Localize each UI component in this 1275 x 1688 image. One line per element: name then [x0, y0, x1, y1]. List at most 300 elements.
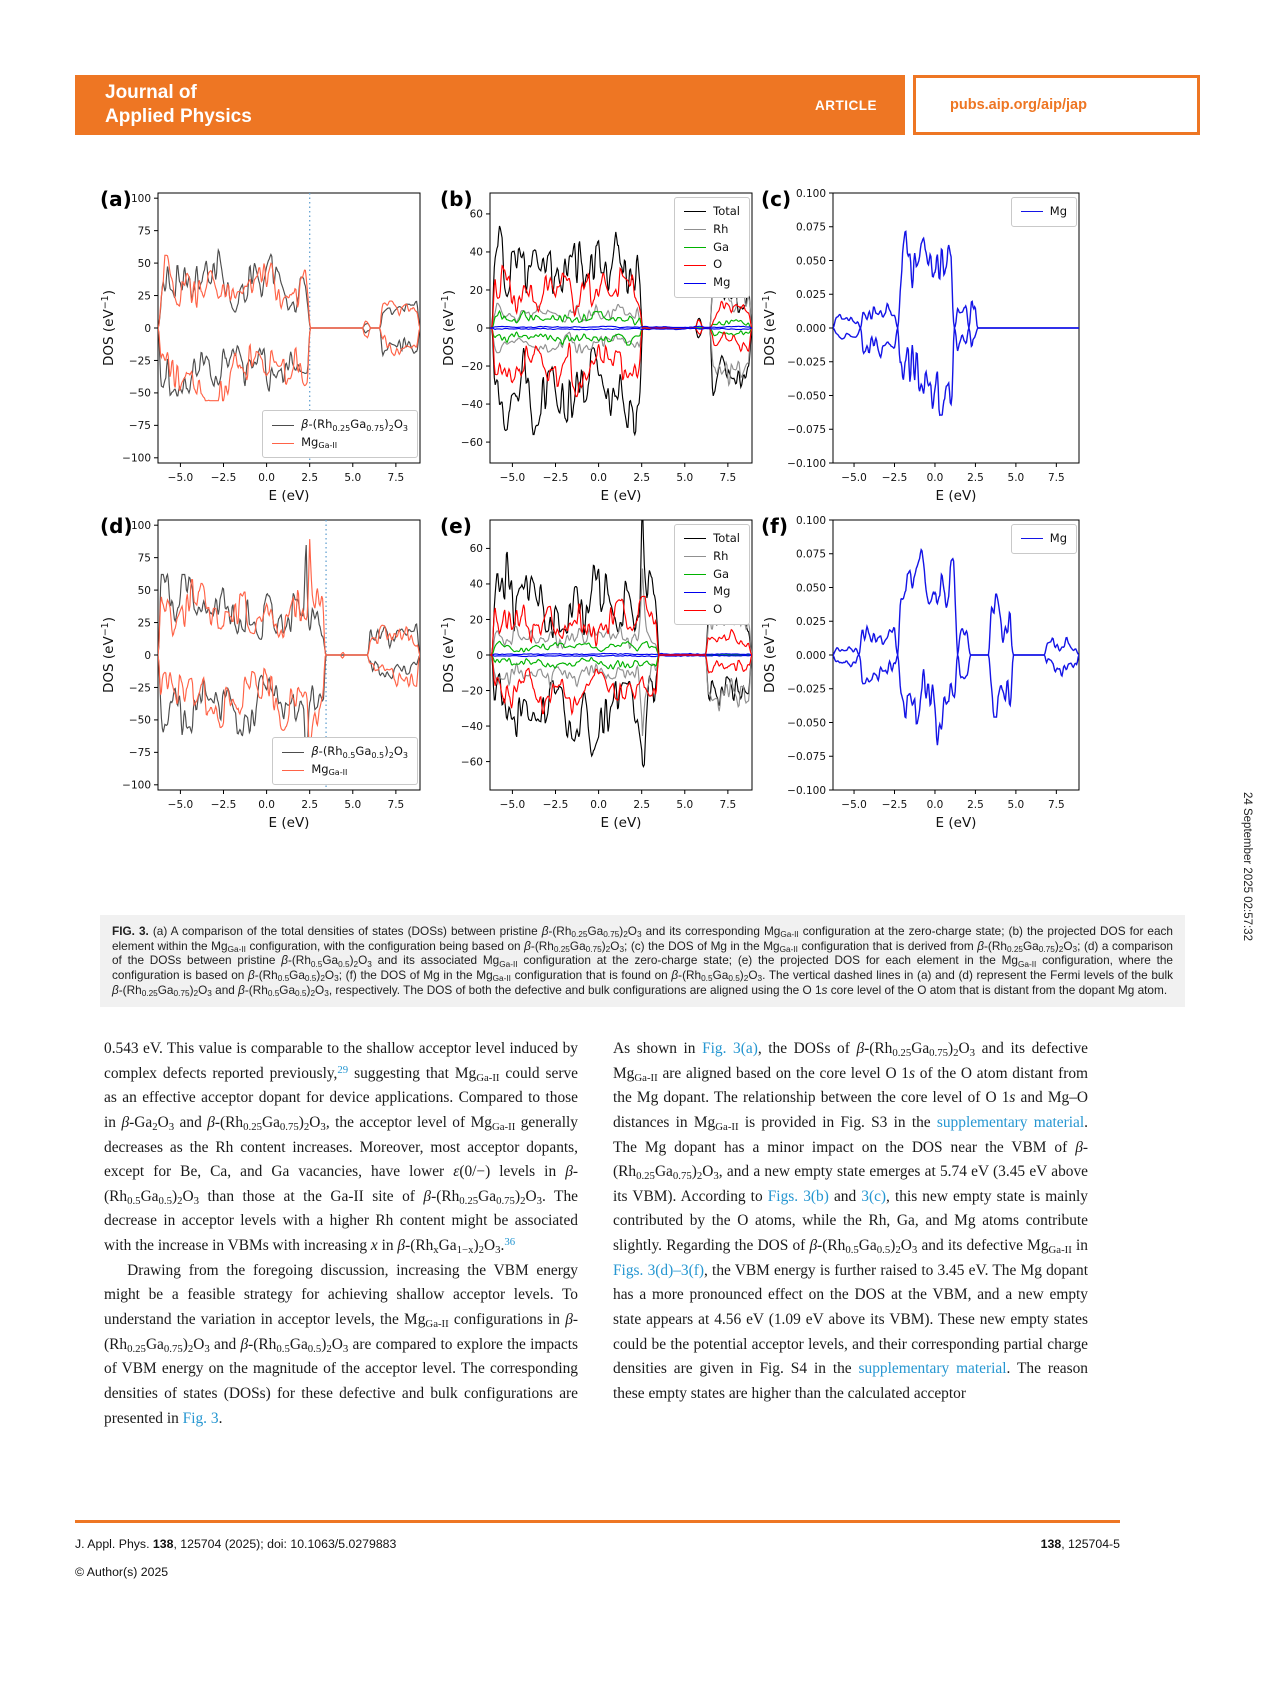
panel-a — [100, 185, 426, 516]
left-column — [104, 1037, 578, 1431]
styled-text: Ga-II — [780, 930, 799, 940]
styled-text: 0.5 — [277, 974, 290, 984]
page-footer — [75, 1520, 1120, 1579]
legend-line-swatch — [684, 229, 706, 230]
legend-line-swatch — [272, 425, 294, 426]
y-tick-label: −20 — [460, 360, 483, 373]
styled-text: 2 — [303, 1120, 310, 1133]
legend-entry — [272, 416, 408, 434]
x-tick-label: 2.5 — [967, 472, 984, 484]
styled-text: 3 — [757, 974, 763, 984]
styled-text: β — [565, 1163, 573, 1181]
styled-text: 0.75 — [279, 1120, 299, 1133]
styled-text: 0.5 — [267, 988, 280, 998]
x-tick-label: 7.5 — [387, 472, 405, 484]
styled-text: Ga-II — [491, 1120, 516, 1133]
legend-line-swatch — [684, 592, 706, 593]
x-axis-label: E (eV) — [600, 815, 642, 831]
legend-label: Total — [713, 531, 740, 545]
styled-text: 2 — [743, 974, 749, 984]
styled-text: 2 — [353, 959, 359, 969]
footer-copyright: © Author(s) 2025 — [75, 1565, 169, 1579]
x-axis-label: E (eV) — [935, 815, 977, 831]
paragraph: As shown in Fig. 3(a), the DOSs of β-(Rh0.25Ga0.75)2O3 and its defective MgGa-II are aligned based on the core level O 1s of the O atom distant from the Mg dopant. The relationship between the core level of O 1s and Mg–O distances in MgGa-II is provided in Fig. S3 in the supplementary material. The Mg dopant has a minor impact on the DOS near the VBM of β-(Rh0.25Ga0.75)2O3, and a new empty state emerges at 5.74 eV (3.45 eV above its VBM). According to Figs. 3(b) and 3(c), this new empty state is mainly contributed by the O atoms, while the Rh, Ga, and Mg atoms contribute slightly. Regarding the DOS of β-(Rh0.5Ga0.5)2O3 and its defective MgGa-II in Figs. 3(d)–3(f), the VBM energy is further raised to 3.45 eV. The Mg dopant has a more pronounced effect on the DOS at the VBM, and a new empty state appears at 4.56 eV (1.09 eV above its VBM). These new empty states could be the potential acceptor levels, and their corresponding partial charge densities are given in Fig. S4 in the supplementary material. The reason these empty states are higher than the calculated acceptor — [613, 1040, 1089, 1402]
styled-text: 2 — [388, 750, 394, 760]
x-axis-label: E (eV) — [268, 488, 310, 504]
x-tick-label: −5.0 — [167, 799, 194, 811]
styled-text: β — [977, 938, 984, 953]
text-link[interactable]: Figs. 3(b) — [767, 1187, 829, 1205]
y-tick-label: 75 — [137, 225, 151, 238]
y-tick-label: 0.025 — [795, 616, 826, 629]
legend-label: β-(Rh0.5Ga0.5)2O3 — [311, 744, 408, 760]
styled-text: Ga-II — [328, 768, 348, 778]
styled-text: β — [856, 1040, 865, 1057]
legend-entry — [1021, 203, 1067, 221]
y-tick-label: −0.100 — [787, 784, 826, 797]
legend-label: β-(Rh0.25Ga0.75)2O3 — [301, 417, 408, 433]
styled-text: Ga-II — [425, 1318, 449, 1331]
text-link[interactable]: Fig. 3 — [182, 1409, 219, 1427]
panel-c-legend — [1011, 197, 1077, 227]
styled-text: 3 — [342, 1342, 349, 1355]
legend-label: Ga — [713, 239, 730, 254]
styled-text: 2 — [187, 1342, 194, 1355]
x-tick-label: 5.0 — [1007, 472, 1025, 484]
y-tick-label: 100 — [130, 519, 151, 532]
y-tick-label: −0.075 — [787, 424, 826, 437]
y-tick-label: −25 — [128, 682, 151, 695]
styled-text: 0.5 — [876, 1244, 891, 1257]
y-tick-label: 0 — [476, 649, 483, 662]
panel-b-label: (b) — [440, 187, 473, 211]
styled-text: 0.5 — [310, 959, 323, 969]
body-text — [104, 1037, 1088, 1431]
styled-text: 0.75 — [603, 930, 620, 940]
styled-text: 2 — [320, 974, 325, 984]
legend-line-swatch — [1021, 211, 1043, 212]
panel-c — [761, 185, 1085, 516]
x-tick-label: −2.5 — [881, 472, 908, 484]
y-tick-label: 0.075 — [795, 221, 826, 234]
y-tick-label: 0.000 — [795, 322, 826, 335]
styled-text: 2 — [193, 988, 199, 998]
styled-text: 0.5 — [158, 1194, 172, 1207]
styled-text: β — [311, 744, 319, 759]
styled-text: β — [1075, 1138, 1083, 1156]
panel-d-chart — [100, 512, 426, 838]
y-axis-label: DOS $(eV^{-1})$ — [440, 290, 457, 366]
styled-text: β — [240, 1335, 249, 1353]
y-tick-label: 25 — [137, 290, 151, 303]
y-tick-label: 0 — [144, 649, 151, 662]
styled-text: ε — [453, 1163, 460, 1181]
styled-text: 3 — [324, 988, 329, 998]
text-link[interactable]: Fig. 3(a) — [702, 1040, 758, 1057]
styled-text: β — [207, 1113, 215, 1131]
journal-site-box — [913, 75, 1200, 135]
styled-text: 2 — [177, 1194, 183, 1207]
styled-text: 2 — [478, 1244, 484, 1257]
styled-text: 138 — [152, 1537, 174, 1551]
footer-page-number: 138, 125704-5 — [1040, 1537, 1120, 1551]
footer-citation-row — [75, 1537, 1120, 1551]
styled-text: β — [121, 1113, 130, 1131]
x-tick-label: 5.0 — [344, 472, 362, 484]
legend-entry — [684, 203, 740, 221]
x-tick-label: 0.0 — [590, 799, 607, 811]
panel-d — [100, 512, 426, 843]
styled-text: β — [423, 1187, 432, 1205]
legend-entry — [684, 530, 740, 548]
styled-text: 0.5 — [295, 988, 307, 998]
x-tick-label: −2.5 — [542, 799, 569, 811]
y-tick-label: −50 — [128, 387, 151, 400]
y-tick-label: 60 — [469, 543, 483, 556]
styled-text: 0.25 — [571, 930, 588, 940]
x-tick-label: 7.5 — [1047, 472, 1065, 484]
styled-text: 2 — [696, 1170, 703, 1183]
y-tick-label: 0.100 — [795, 514, 826, 527]
styled-text: 3 — [204, 1342, 210, 1355]
styled-text: 3 — [911, 1244, 918, 1257]
figure-3 — [100, 185, 1185, 1007]
styled-text: 0.5 — [338, 959, 350, 969]
text-link[interactable]: supplementary material — [858, 1360, 1007, 1378]
x-tick-label: 7.5 — [387, 799, 405, 811]
styled-text: 0.5 — [127, 1194, 141, 1207]
styled-text: 3 — [536, 1194, 542, 1207]
styled-text: β — [281, 953, 288, 968]
styled-text: 2 — [326, 1342, 332, 1355]
x-tick-label: −5.0 — [841, 799, 867, 811]
y-tick-label: 0.100 — [795, 187, 826, 200]
styled-text: 2 — [605, 944, 611, 954]
y-axis-label: DOS $(eV^{-1})$ — [440, 617, 457, 693]
y-tick-label: −75 — [128, 747, 151, 760]
panel-e-label: (e) — [440, 514, 472, 538]
x-axis-label: E (eV) — [935, 488, 977, 504]
y-tick-label: 40 — [469, 578, 483, 591]
styled-text: Ga-II — [715, 1120, 739, 1133]
styled-text: Ga-II — [476, 1071, 500, 1084]
x-tick-label: 2.5 — [633, 472, 651, 484]
x-tick-label: 0.0 — [926, 472, 944, 484]
y-tick-label: −0.050 — [787, 717, 826, 730]
styled-text: 2 — [953, 1047, 959, 1060]
styled-text: s — [821, 982, 828, 997]
legend-label: Mg — [713, 584, 731, 599]
x-tick-label: −2.5 — [542, 472, 569, 484]
legend-label: O — [713, 257, 723, 272]
x-tick-label: 0.0 — [590, 472, 607, 484]
x-tick-label: 5.0 — [1007, 799, 1025, 811]
styled-text: 2 — [520, 1194, 526, 1207]
styled-text: 0.25 — [332, 423, 351, 433]
styled-text: 3 — [1072, 944, 1078, 954]
styled-text: Ga-II — [779, 944, 798, 954]
styled-text: 0.5 — [307, 1342, 322, 1355]
styled-text: 3 — [402, 750, 408, 760]
legend-label: Mg — [713, 275, 731, 290]
legend-line-swatch — [684, 556, 706, 557]
styled-text: Ga-II — [227, 944, 246, 954]
x-tick-label: −5.0 — [499, 472, 526, 484]
legend-line-swatch — [282, 752, 304, 753]
x-axis-label: E (eV) — [268, 815, 310, 831]
legend-line-swatch — [684, 211, 706, 212]
x-tick-label: 0.0 — [258, 472, 275, 484]
styled-text: 0.5 — [276, 1342, 290, 1355]
y-tick-label: −20 — [460, 685, 483, 698]
styled-text: Ga-II — [1017, 959, 1037, 969]
y-tick-label: 0.075 — [795, 548, 826, 561]
styled-text: x — [370, 1237, 378, 1255]
legend-entry — [1021, 530, 1067, 548]
ref-link[interactable]: 36 — [504, 1236, 516, 1249]
y-tick-label: −0.075 — [787, 751, 826, 764]
legend-label: MgGa-II — [311, 762, 348, 778]
legend-entry — [684, 221, 740, 239]
styled-text: Ga-II — [318, 441, 338, 451]
x-tick-label: 5.0 — [344, 799, 362, 811]
styled-text: 3 — [495, 1244, 501, 1257]
panel-a-chart — [100, 185, 426, 511]
x-tick-label: 2.5 — [967, 799, 984, 811]
panel-c-label: (c) — [761, 187, 792, 211]
y-tick-label: 20 — [469, 284, 483, 297]
download-timestamp: 24 September 2025 02:57:32 — [1241, 792, 1253, 941]
panel-f-label: (f) — [761, 514, 788, 538]
y-tick-label: −60 — [460, 436, 483, 449]
paragraph: 0.543 eV. This value is comparable to the shallow acceptor level induced by complex defects reported previously,$^{29}$ suggesting that MgGa-II could serve as an effective acceptor dopant for device applications. Compared to those in β-Ga2O3 and β-(Rh0.25Ga0.75)2O3, the acceptor level of MgGa-II generally decreases as the Rh content increases. Moreover, most acceptor dopants, except for Be, Ca, and Ga vacancies, have lower ε(0/−) levels in β-(Rh0.5Ga0.5)2O3 than those at the Ga-II site of β-(Rh0.25Ga0.75)2O3. The decrease in acceptor levels with a higher Rh content might be associated with the increase in VBMs with increasing x in β-(RhxGa1−x)2O3.36 — [104, 1040, 578, 1257]
x-tick-label: −5.0 — [499, 799, 526, 811]
styled-text: 0.75 — [672, 1170, 692, 1183]
y-axis-label: DOS $(eV^{-1})$ — [761, 290, 778, 366]
legend-line-swatch — [684, 538, 706, 539]
styled-text: 2 — [1058, 944, 1064, 954]
styled-text: 3 — [619, 944, 625, 954]
styled-text: 2 — [388, 423, 394, 433]
x-tick-label: 7.5 — [719, 472, 737, 484]
x-tick-label: 2.5 — [633, 799, 651, 811]
x-tick-label: 2.5 — [301, 799, 319, 811]
styled-text: β — [301, 417, 309, 432]
y-tick-label: 0.000 — [795, 649, 826, 662]
styled-text: 3 — [969, 1047, 976, 1060]
legend-line-swatch — [684, 265, 706, 266]
figure-caption-label: FIG. 3. — [112, 924, 149, 938]
panel-b — [440, 185, 758, 516]
styled-text: 0.25 — [892, 1047, 912, 1060]
page-header — [75, 75, 1200, 135]
styled-text: 0.25 — [553, 944, 570, 954]
styled-text: s — [909, 1064, 916, 1082]
styled-text: 3 — [367, 959, 372, 969]
styled-text: 0.5 — [701, 974, 713, 984]
styled-text: 0.75 — [496, 1194, 515, 1207]
article-label: ARTICLE — [815, 97, 877, 113]
legend-entry — [272, 434, 408, 452]
legend-line-swatch — [282, 770, 304, 771]
paragraph: Drawing from the foregoing discussion, increasing the VBM energy might be a feasible strategy for achieving shallow acceptor levels. To understand the variation in acceptor levels, the MgGa-II configurations in β-(Rh0.25Ga0.75)2O3 and β-(Rh0.5Ga0.5)2O3 are compared to explore the impacts of VBM energy on the magnitude of the acceptor level. The corresponding densities of states (DOSs) for these defective and bulk configurations are presented in Fig. 3. — [104, 1261, 579, 1427]
y-tick-label: −75 — [128, 420, 151, 433]
y-tick-label: −50 — [128, 714, 151, 727]
x-tick-label: 7.5 — [719, 799, 737, 811]
ref-link[interactable]: 29 — [337, 1063, 349, 1076]
styled-text: 1−x — [456, 1244, 474, 1257]
y-axis-label: DOS $(eV^{-1})$ — [100, 617, 117, 693]
styled-text: 0.5 — [728, 974, 740, 984]
y-tick-label: 40 — [469, 246, 483, 259]
styled-text: 3 — [402, 423, 408, 433]
styled-text: β — [671, 967, 679, 982]
styled-text: 2 — [623, 930, 628, 940]
legend-line-swatch — [272, 443, 294, 444]
text-link[interactable]: 3(c) — [861, 1187, 887, 1205]
legend-entry — [684, 256, 740, 274]
styled-text: Ga-II — [1048, 1244, 1072, 1257]
styled-text: 0.75 — [173, 988, 190, 998]
y-tick-label: −0.100 — [787, 457, 826, 470]
styled-text: β — [524, 938, 531, 953]
legend-entry — [684, 566, 740, 584]
legend-label: Mg — [1049, 531, 1067, 545]
x-tick-label: −5.0 — [167, 472, 194, 484]
styled-text: β — [397, 1237, 406, 1255]
text-link[interactable]: supplementary material — [936, 1113, 1085, 1131]
y-tick-label: 100 — [130, 192, 151, 205]
y-tick-label: −25 — [128, 355, 151, 368]
styled-text: x — [433, 1244, 439, 1257]
styled-text: Ga-II — [499, 959, 518, 969]
legend-line-swatch — [1021, 538, 1043, 539]
styled-text: 0.5 — [304, 974, 317, 984]
legend-label: Rh — [713, 221, 729, 236]
styled-text: 3 — [168, 1120, 175, 1133]
panel-c-chart — [761, 185, 1085, 511]
panel-e-legend — [674, 524, 750, 625]
y-tick-label: 0 — [476, 322, 483, 335]
styled-text: 3 — [207, 988, 212, 998]
styled-text: 0.25 — [141, 988, 158, 998]
legend-entry — [684, 274, 740, 292]
styled-text: 0.75 — [163, 1342, 183, 1355]
journal-site-link[interactable]: pubs.aip.org/aip/jap — [950, 97, 1087, 113]
styled-text: 0.25 — [243, 1120, 262, 1133]
styled-text: 3 — [193, 1194, 200, 1207]
x-tick-label: 5.0 — [676, 799, 694, 811]
legend-label: Mg — [1049, 204, 1067, 218]
styled-text: 0.25 — [459, 1194, 479, 1207]
x-axis-label: E (eV) — [600, 488, 642, 504]
y-tick-label: 20 — [469, 614, 483, 627]
y-tick-label: 60 — [469, 208, 483, 221]
footer-citation: J. Appl. Phys. 138, 125704 (2025); doi: 10.1063/5.0279883 — [75, 1537, 397, 1551]
y-tick-label: −0.025 — [787, 356, 826, 369]
panel-e — [440, 512, 758, 843]
legend-line-swatch — [684, 247, 706, 248]
y-axis-label: DOS $(eV^{-1})$ — [761, 617, 778, 693]
panel-b-legend — [674, 197, 750, 298]
panel-f — [761, 512, 1085, 843]
styled-text: 0.75 — [585, 944, 602, 954]
legend-label: O — [713, 602, 723, 617]
x-tick-label: −2.5 — [881, 799, 908, 811]
styled-text: 0.75 — [1038, 944, 1055, 954]
x-tick-label: 2.5 — [301, 472, 319, 484]
styled-text: 0.25 — [1006, 944, 1023, 954]
styled-text: 0.5 — [845, 1244, 859, 1257]
legend-entry — [684, 548, 740, 566]
legend-entry — [282, 743, 408, 761]
styled-text: 0.75 — [366, 423, 385, 433]
x-tick-label: −2.5 — [210, 799, 237, 811]
y-tick-label: −60 — [460, 756, 483, 769]
panel-f-chart — [761, 512, 1085, 838]
journal-banner — [75, 75, 905, 135]
styled-text: s — [1009, 1089, 1016, 1107]
styled-text: 3 — [713, 1170, 719, 1183]
y-tick-label: 75 — [137, 552, 151, 565]
legend-label: Ga — [713, 566, 730, 581]
y-tick-label: −0.025 — [787, 683, 826, 696]
x-tick-label: 0.0 — [926, 799, 944, 811]
styled-text: β — [565, 1311, 573, 1329]
footer-rule — [75, 1520, 1120, 1523]
y-axis-label: DOS $(eV^{-1})$ — [100, 290, 117, 366]
styled-text: 2 — [152, 1120, 158, 1133]
panel-d-label: (d) — [100, 514, 133, 538]
figure-caption — [100, 915, 1185, 1007]
y-tick-label: 0.025 — [795, 289, 826, 302]
styled-text: 2 — [310, 988, 316, 998]
panel-d-legend — [272, 737, 418, 785]
journal-title-line1: Journal of — [105, 82, 197, 104]
legend-label: MgGa-II — [301, 435, 338, 451]
legend-line-swatch — [684, 610, 706, 611]
x-tick-label: 7.5 — [1047, 799, 1065, 811]
styled-text: 3 — [636, 930, 642, 940]
legend-label: Total — [713, 204, 740, 218]
styled-text: β — [809, 1237, 818, 1255]
y-tick-label: 0.050 — [795, 255, 826, 268]
text-link[interactable]: Figs. 3(d)–3(f) — [613, 1261, 704, 1279]
figure-row-2 — [100, 512, 1185, 843]
journal-title — [105, 81, 252, 129]
styled-text: 0.75 — [929, 1047, 948, 1060]
y-tick-label: 25 — [137, 617, 151, 630]
styled-text: β — [541, 924, 549, 938]
y-tick-label: −0.050 — [787, 390, 826, 403]
y-tick-label: 50 — [137, 257, 151, 270]
right-column — [613, 1037, 1088, 1431]
y-tick-label: −100 — [122, 779, 151, 792]
styled-text: 138 — [1040, 1537, 1062, 1551]
styled-text: β — [238, 982, 245, 997]
figure-row-1 — [100, 185, 1185, 516]
y-tick-label: −100 — [122, 452, 151, 465]
styled-text: β — [248, 967, 255, 982]
legend-line-swatch — [684, 283, 706, 284]
styled-text: 2 — [895, 1244, 901, 1257]
legend-line-swatch — [684, 574, 706, 575]
journal-title-line2: Applied Physics — [105, 106, 252, 127]
legend-entry — [684, 583, 740, 601]
x-tick-label: −2.5 — [210, 472, 237, 484]
styled-text: Ga-II — [492, 974, 511, 984]
styled-text: 3 — [334, 974, 339, 984]
